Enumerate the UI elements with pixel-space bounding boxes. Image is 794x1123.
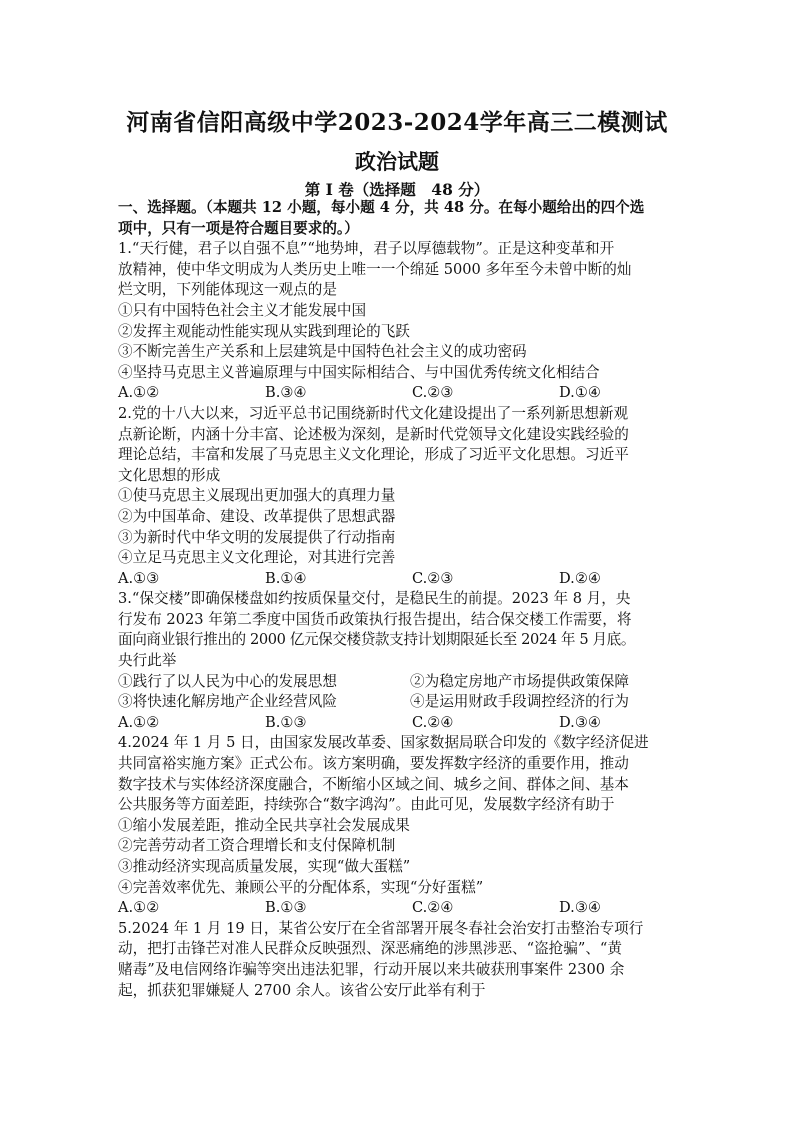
option-a: A.①③	[118, 569, 160, 587]
option-b: B.①③	[265, 713, 307, 731]
section-instructions-line: 项中，只有一项是符合题目要求的。）	[118, 219, 359, 237]
question-stem-line: 动，把打击锋芒对准人民群众反映强烈、深恶痛绝的涉黑涉恶、“盗抢骗”、“黄	[118, 940, 622, 958]
option-b: B.③④	[265, 384, 307, 402]
question-1	[118, 239, 684, 404]
question-stem-line: 面向商业银行推出的 2000 亿元保交楼贷款支持计划期限延长至 2024 年 5 月底。	[118, 631, 636, 649]
question-2	[118, 404, 684, 589]
option-b: B.①③	[265, 899, 307, 917]
statement-2: ②完善劳动者工资合理增长和支付保障机制	[118, 837, 396, 855]
question-stem-line: 数字技术与实体经济深度融合，不断缩小区域之间、城乡之间、群体之间、基本	[118, 775, 629, 793]
option-d: D.③④	[559, 899, 601, 917]
section-instructions-line: 一、选择题。（本题共 12 小题，每小题 4 分，共 48 分。在每小题给出的四个选	[118, 199, 645, 216]
question-stem-line: 共同富裕实施方案》正式公布。该方案明确，要发挥数字经济的重要作用，推动	[118, 755, 629, 773]
answer-options	[118, 569, 684, 590]
question-5	[118, 919, 684, 1001]
exam-subject: 政治试题	[355, 149, 439, 174]
option-a: A.①②	[118, 899, 160, 917]
volume-heading: 第 I 卷（选择题 48 分）	[304, 180, 490, 199]
exam-body	[118, 198, 684, 1001]
statement-1: ①使马克思主义展现出更加强大的真理力量	[118, 487, 396, 505]
option-b: B.①④	[265, 569, 307, 587]
statement-4: ④立足马克思主义文化理论，对其进行完善	[118, 549, 396, 567]
statement-2: ②发挥主观能动性能实现从实践到理论的飞跃	[118, 322, 410, 340]
question-stem-line: 赌毒”及电信网络诈骗等突出违法犯罪，行动开展以来共破获刑事案件 2300 余	[118, 960, 625, 978]
statement-row	[118, 672, 684, 693]
statement-4: ④是运用财政手段调控经济的行为	[410, 693, 629, 711]
exam-title: 河南省信阳高级中学2023-2024学年高三二模测试	[126, 109, 668, 136]
answer-options	[118, 713, 684, 734]
question-stem-line: 理论总结，丰富和发展了马克思主义文化理论，形成了习近平文化思想。习近平	[118, 446, 629, 464]
question-stem-line: 烂文明，下列能体现这一观点的是	[118, 281, 337, 299]
statement-2: ②为稳定房地产市场提供政策保障	[410, 672, 629, 690]
statement-1: ①只有中国特色社会主义才能发展中国	[118, 301, 367, 319]
option-c: C.②③	[412, 384, 454, 402]
question-4	[118, 733, 684, 918]
question-stem-line: 2.党的十八大以来，习近平总书记围绕新时代文化建设提出了一系列新思想新观	[118, 404, 629, 422]
statement-2: ②为中国革命、建设、改革提供了思想武器	[118, 507, 396, 525]
question-3	[118, 589, 684, 733]
answer-options	[118, 898, 684, 919]
question-stem-line: 文化思想的形成	[118, 466, 221, 484]
question-stem-line: 5.2024 年 1 月 19 日，某省公安厅在全省部署开展冬春社会治安打击整治专项行	[118, 919, 644, 937]
statement-3: ③为新时代中华文明的发展提供了行动指南	[118, 528, 396, 546]
question-stem-line: 行发布 2023 年第二季度中国货币政策执行报告提出，结合保交楼工作需要，将	[118, 610, 632, 628]
statement-1: ①践行了以人民为中心的发展思想	[118, 672, 337, 690]
statement-3: ③推动经济实现高质量发展，实现“做大蛋糕”	[118, 858, 411, 875]
option-d: D.②④	[559, 569, 601, 587]
question-stem-line: 起，抓获犯罪嫌疑人 2700 余人。该省公安厅此举有利于	[118, 981, 486, 999]
option-a: A.①②	[118, 713, 160, 731]
question-stem-line: 公共服务等方面差距，持续弥合“数字鸿沟”。由此可见，发展数字经济有助于	[118, 796, 615, 814]
option-c: C.②④	[412, 713, 454, 731]
option-c: C.②④	[412, 899, 454, 917]
option-d: D.③④	[559, 713, 601, 731]
question-stem-line: 4.2024 年 1 月 5 日，由国家发展改革委、国家数据局联合印发的《数字经济促进	[118, 734, 649, 752]
answer-options	[118, 383, 684, 404]
statement-3: ③将快速化解房地产企业经营风险	[118, 693, 337, 711]
question-stem-line: 央行此举	[118, 652, 177, 670]
statement-row	[118, 692, 684, 713]
option-c: C.②③	[412, 569, 454, 587]
statement-3: ③不断完善生产关系和上层建筑是中国特色社会主义的成功密码	[118, 343, 527, 361]
statement-1: ①缩小发展差距，推动全民共享社会发展成果	[118, 816, 410, 834]
question-stem-line: 3.“保交楼”即确保楼盘如约按质保量交付，是稳民生的前提。2023 年 8 月，央	[118, 590, 631, 608]
option-a: A.①②	[118, 384, 160, 402]
question-stem-line: 1.“天行健，君子以自强不息”“地势坤，君子以厚德载物”。正是这种变革和开	[118, 240, 615, 258]
question-stem-line: 放精神，使中华文明成为人类历史上唯一一个绵延 5000 多年至今未曾中断的灿	[118, 260, 632, 278]
question-stem-line: 点新论断，内涵十分丰富、论述极为深刻，是新时代党领导文化建设实践经验的	[118, 425, 629, 443]
statement-4: ④坚持马克思主义普遍原理与中国实际相结合、与中国优秀传统文化相结合	[118, 363, 600, 381]
statement-4: ④完善效率优先、兼顾公平的分配体系，实现“分好蛋糕”	[118, 878, 484, 896]
option-d: D.①④	[559, 384, 601, 402]
section-instructions	[118, 198, 684, 239]
